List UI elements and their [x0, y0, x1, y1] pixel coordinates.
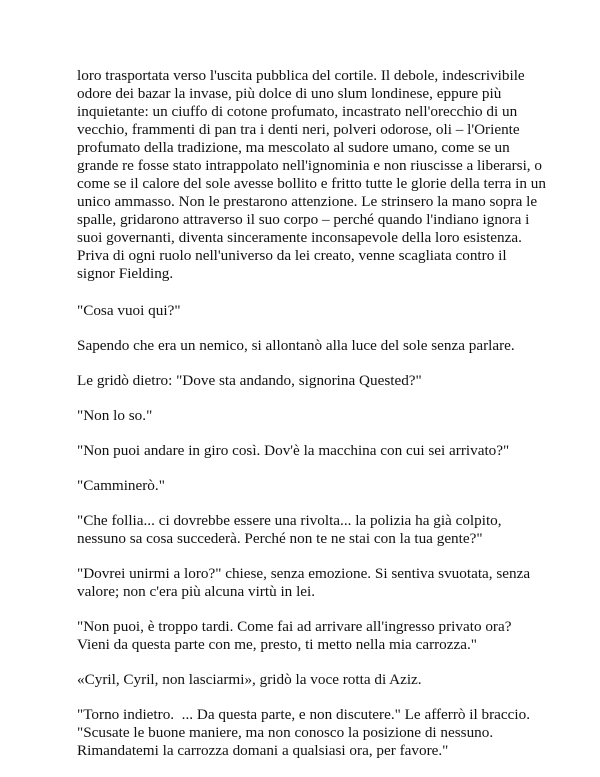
paragraph-dialogue-where-going: Le gridò dietro: "Dove sta andando, signorina Quested?"	[77, 372, 422, 389]
paragraph-dialogue-dont-know: "Non lo so."	[77, 407, 153, 424]
paragraph-dialogue-madness: "Che follia... ci dovrebbe essere una rivolta... la polizia ha già colpito, nessuno sa cosa succederà. Perché non te ne stai con la tua gente?"	[77, 512, 506, 547]
paragraph-dialogue-going-back: "Torno indietro. ... Da questa parte, e non discutere." Le afferrò il braccio. "Scusate le buone maniere, ma non conosco la posizione di nessuno. Rimandatemi la carrozza domani a qualsiasi ora, per favore."	[77, 706, 534, 759]
paragraph-dialogue-join-them: "Dovrei unirmi a loro?" chiese, senza emozione. Si sentiva svuotata, senza valore; non c'era più alcuna virtù in lei.	[77, 565, 534, 600]
paragraph-narration-bazaar: loro trasportata verso l'uscita pubblica del cortile. Il debole, indescrivibile odore dei bazar la invase, più dolce di uno slum londinese, eppure più inquietante: un ciuffo di cotone profumato, incastrato nell'orecchio di un vecchio, frammenti di pan tra i denti neri, polveri odorose, oli – l'Oriente profumato della tradizione, ma mescolato al sudore umano, come se un grande re fosse stato intrappolato nell'ignominia e non riuscisse a liberarsi, o come se il calore del sole avesse bollito e fritto tutte le glorie della terra in un unico ammasso. Non le prestarono attenzione. Le strinsero la mano sopra le spalle, gridarono attraverso il suo corpo – perché quando l'indiano ignora i suoi governanti, diventa sinceramente inconsapevole della loro esistenza. Priva di ogni ruolo nell'universo da lei creato, venne scagliata contro il signor Fielding.	[77, 67, 550, 282]
paragraph-dialogue-i-will-walk: "Camminerò."	[77, 477, 165, 494]
paragraph-narration-walked-away: Sapendo che era un nemico, si allontanò alla luce del sole senza parlare.	[77, 337, 515, 354]
paragraph-dialogue-the-car: "Non puoi andare in giro così. Dov'è la macchina con cui sei arrivato?"	[77, 442, 510, 459]
paragraph-dialogue-too-late: "Non puoi, è troppo tardi. Come fai ad arrivare all'ingresso privato ora? Vieni da questa parte con me, presto, ti metto nella mia carrozza."	[77, 618, 515, 653]
document-page	[77, 67, 550, 777]
paragraph-dialogue-what-do-you-want: "Cosa vuoi qui?"	[77, 302, 181, 319]
paragraph-dialogue-aziz: «Cyril, Cyril, non lasciarmi», gridò la voce rotta di Aziz.	[77, 671, 422, 688]
